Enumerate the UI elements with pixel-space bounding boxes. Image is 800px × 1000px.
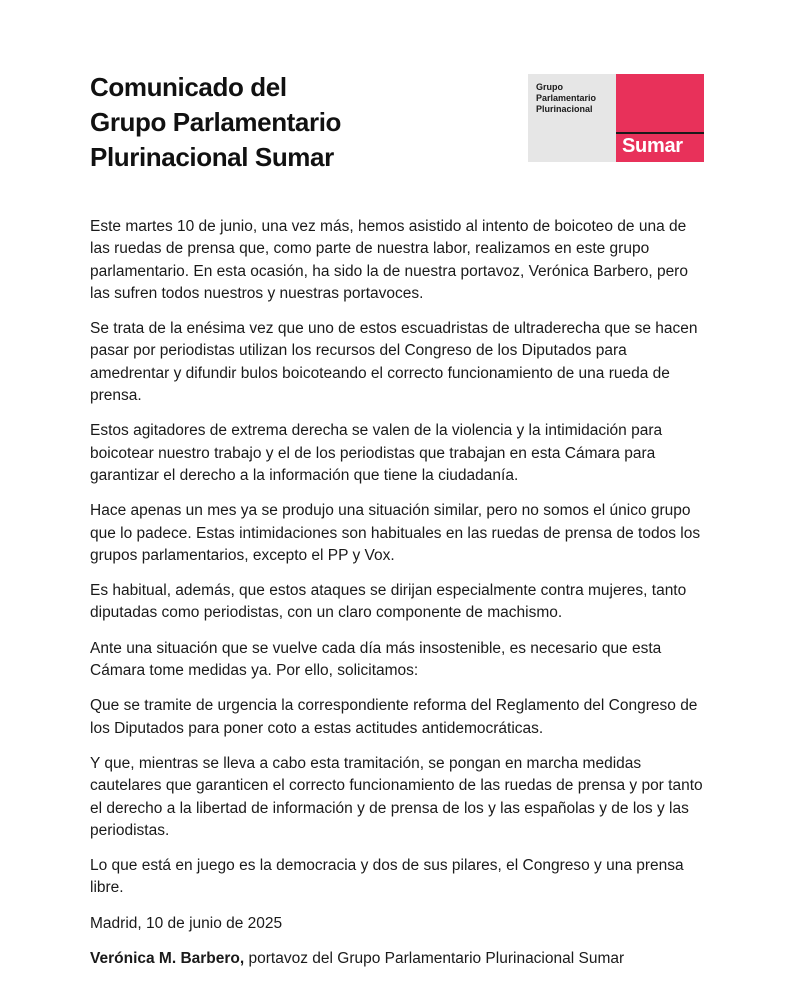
paragraph: Es habitual, además, que estos ataques se dirijan especialmente contra mujeres, tanto diputadas como periodistas, con un claro componente de machismo. [90, 582, 687, 622]
paragraph: Se trata de la enésima vez que uno de estos escuadristas de ultraderecha que se hacen pasar por periodistas utilizan los recursos del Congreso de los Diputados para amedrentar y difundir bulos boicoteando el correcto funcionamiento de una rueda de prensa. [90, 320, 698, 405]
paragraph: Estos agitadores de extrema derecha se valen de la violencia y la intimidación para boicotear nuestro trabajo y el de los periodistas que trabajan en esta Cámara para garantizar el derecho a la información que tiene la ciudadanía. [90, 422, 663, 484]
logo-brand-panel [616, 74, 704, 162]
signature-name: Verónica M. Barbero, [90, 950, 245, 968]
sumar-logo [528, 74, 704, 162]
paragraph: Y que, mientras se lleva a cabo esta tramitación, se pongan en marcha medidas cautelares que garanticen el correcto funcionamiento de las ruedas de prensa y por tanto el derecho a la libertad de información y de prensa de los y las españolas y de los y las periodistas. [90, 754, 703, 839]
logo-label-line: Parlamentario [536, 93, 597, 103]
page-title [90, 70, 490, 175]
logo-label-panel [528, 74, 616, 162]
date-line: Madrid, 10 de junio de 2025 [90, 914, 283, 932]
signature [90, 948, 710, 970]
paragraph: Lo que está en juego es la democracia y dos de sus pilares, el Congreso y una prensa libre. [90, 857, 684, 897]
logo-label-line: Grupo [536, 82, 563, 92]
release-body [90, 216, 710, 983]
logo-label-line: Plurinacional [536, 104, 593, 114]
signature-role: portavoz del Grupo Parlamentario Plurinacional Sumar [244, 950, 625, 968]
paragraph: Que se tramite de urgencia la correspondiente reforma del Reglamento del Congreso de los Diputados para poner coto a estas actitudes antidemocráticas. [90, 697, 698, 737]
logo-brand-text: Sumar [622, 135, 683, 157]
title-line: Comunicado del [90, 72, 287, 102]
logo-bar [616, 132, 704, 134]
title-line: Plurinacional Sumar [90, 142, 334, 172]
paragraph: Ante una situación que se vuelve cada día más insostenible, es necesario que esta Cámara tome medidas ya. Por ello, solicitamos: [90, 639, 662, 680]
title-line: Grupo Parlamentario [90, 107, 342, 137]
logo-label [536, 82, 596, 115]
paragraph: Este martes 10 de junio, una vez más, hemos asistido al intento de boicoteo de una de las ruedas de prensa que, como parte de nuestra labor, realizamos en este grupo parlamentario. En esta ocasión, ha sido la de nuestra portavoz, Verónica Barbero, pero las sufren todos nuestros y nuestras portavoces. [90, 218, 688, 302]
paragraph: Hace apenas un mes ya se produjo una situación similar, pero no somos el único grupo que lo padece. Estas intimidaciones son habituales en las ruedas de prensa de todos los grupos parlamentarios, excepto el PP y Vox. [90, 502, 701, 564]
